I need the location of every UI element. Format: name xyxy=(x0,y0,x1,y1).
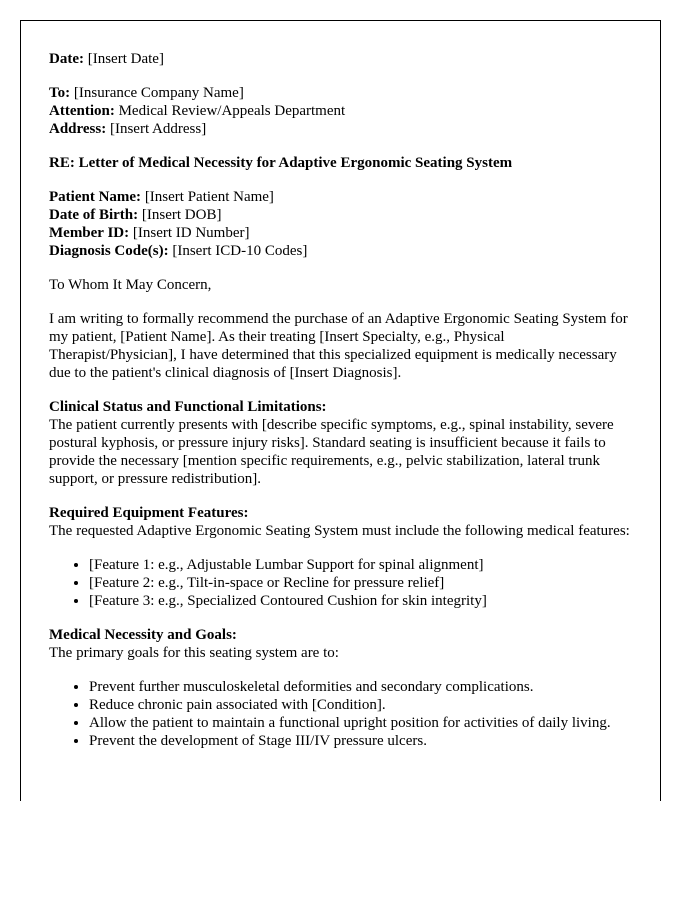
goals-body: The primary goals for this seating system are to: xyxy=(49,645,339,661)
clinical-section xyxy=(49,398,632,488)
date-value: [Insert Date] xyxy=(87,51,164,67)
goals-heading: Medical Necessity and Goals: xyxy=(49,627,237,643)
goals-section xyxy=(49,626,632,750)
member-id-value: [Insert ID Number] xyxy=(132,225,250,241)
address-label: Address: xyxy=(49,121,107,137)
equipment-body: The requested Adaptive Ergonomic Seating System must include the following medical features: xyxy=(49,523,630,539)
recipient-block xyxy=(49,84,632,138)
clinical-heading: Clinical Status and Functional Limitations: xyxy=(49,399,327,415)
letter-page xyxy=(20,20,661,801)
equipment-heading: Required Equipment Features: xyxy=(49,505,249,521)
subject-text: RE: Letter of Medical Necessity for Adaptive Ergonomic Seating System xyxy=(49,155,513,171)
equipment-section xyxy=(49,504,632,610)
subject-line xyxy=(49,154,632,172)
feature-list xyxy=(49,556,632,610)
list-item: • Prevent further musculoskeletal deformities and secondary complications. xyxy=(89,678,632,696)
attention-value: Medical Review/Appeals Department xyxy=(118,103,346,119)
diagnosis-value: [Insert ICD-10 Codes] xyxy=(172,243,308,259)
clinical-body: The patient currently presents with [describe specific symptoms, e.g., spinal instability, severe postural kyphosis, or pressure injury risks]. Standard seating is insufficient because it fails to provide the necessary [mention specific requirements, e.g., pelvic stabilization, lateral trunk support, or pressure redistribution]. xyxy=(49,417,614,487)
patient-name-label: Patient Name: xyxy=(49,189,142,205)
list-item: • [Feature 2: e.g., Tilt-in-space or Recline for pressure relief] xyxy=(89,574,632,592)
list-item: • Reduce chronic pain associated with [Condition]. xyxy=(89,696,632,714)
patient-info-block xyxy=(49,188,632,260)
to-label: To: xyxy=(49,85,71,101)
intro-paragraph: I am writing to formally recommend the purchase of an Adaptive Ergonomic Seating System for my patient, [Patient Name]. As their treating [Insert Specialty, e.g., Physical Therapist/Physician], I have determined that this specialized equipment is medically necessary due to the patient's clinical diagnosis of [Insert Diagnosis]. xyxy=(49,311,628,381)
list-item: • [Feature 3: e.g., Specialized Contoured Cushion for skin integrity] xyxy=(89,592,632,610)
list-item: • [Feature 1: e.g., Adjustable Lumbar Support for spinal alignment] xyxy=(89,556,632,574)
patient-name-value: [Insert Patient Name] xyxy=(144,189,274,205)
dob-value: [Insert DOB] xyxy=(141,207,222,223)
date-label: Date: xyxy=(49,51,84,67)
diagnosis-label: Diagnosis Code(s): xyxy=(49,243,169,259)
to-value: [Insurance Company Name] xyxy=(73,85,244,101)
goals-list xyxy=(49,678,632,750)
member-id-label: Member ID: xyxy=(49,225,130,241)
salutation: To Whom It May Concern, xyxy=(49,277,212,293)
attention-label: Attention: xyxy=(49,103,115,119)
list-item: • Allow the patient to maintain a functional upright position for activities of daily living. xyxy=(89,714,632,732)
address-value: [Insert Address] xyxy=(109,121,207,137)
date-line xyxy=(49,50,632,68)
list-item: • Prevent the development of Stage III/IV pressure ulcers. xyxy=(89,732,632,750)
dob-label: Date of Birth: xyxy=(49,207,139,223)
